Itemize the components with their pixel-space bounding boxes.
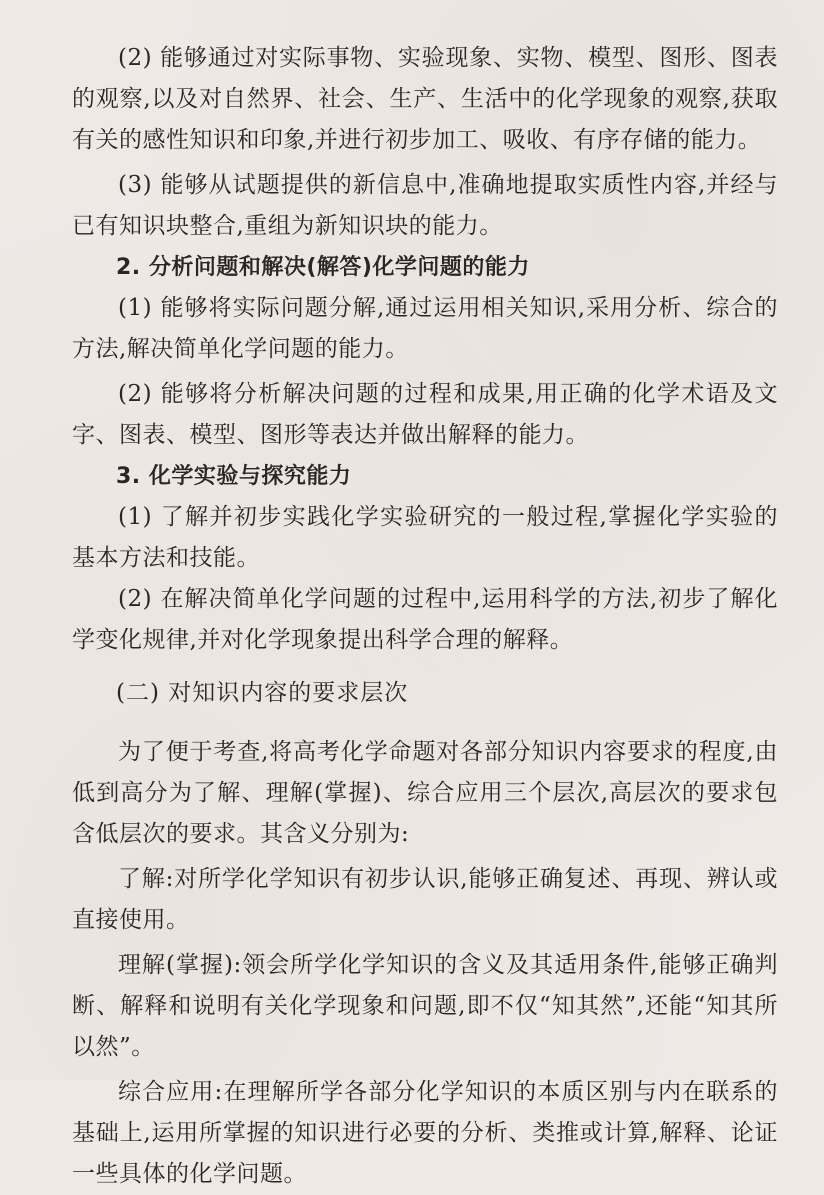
heading-analysis-ability: 2. 分析问题和解决(解答)化学问题的能力 bbox=[116, 255, 530, 280]
paragraph-observation-ability: (2) 能够通过对实际事物、实验现象、实物、模型、图形、图表的观察,以及对自然界、社会、生产、生活中的化学现象的观察,获取有关的感性知识和印象,并进行初步加工、吸收、有序存储的能力。 bbox=[72, 45, 778, 153]
paragraph-express-results: (2) 能够将分析解决问题的过程和成果,用正确的化学术语及文字、图表、模型、图形等表达并做出解释的能力。 bbox=[72, 381, 778, 448]
paragraph-decompose-problem: (1) 能够将实际问题分解,通过运用相关知识,采用分析、综合的方法,解决简单化学问题的能力。 bbox=[72, 295, 778, 362]
paragraph-scientific-method: (2) 在解决简单化学问题的过程中,运用科学的方法,初步了解化学变化规律,并对化学现象提出科学合理的解释。 bbox=[72, 586, 778, 653]
section-heading-requirement-levels: (二) 对知识内容的要求层次 bbox=[116, 680, 409, 706]
paragraph-experiment-process: (1) 了解并初步实践化学实验研究的一般过程,掌握化学实验的基本方法和技能。 bbox=[72, 504, 778, 571]
paragraph-information-ability: (3) 能够从试题提供的新信息中,准确地提取实质性内容,并经与已有知识块整合,重组为新知识块的能力。 bbox=[72, 172, 778, 239]
paragraph-levels-intro: 为了便于考查,将高考化学命题对各部分知识内容要求的程度,由低到高分为了解、理解(掌握)、综合应用三个层次,高层次的要求包含低层次的要求。其含义分别为: bbox=[72, 739, 778, 847]
paragraph-comprehend-definition: 理解(掌握):领会所学化学知识的含义及其适用条件,能够正确判断、解释和说明有关化学现象和问题,即不仅“知其然”,还能“知其所以然”。 bbox=[72, 952, 778, 1060]
paragraph-understand-definition: 了解:对所学化学知识有初步认识,能够正确复述、再现、辨认或直接使用。 bbox=[72, 866, 778, 933]
paragraph-apply-definition: 综合应用:在理解所学各部分化学知识的本质区别与内在联系的基础上,运用所掌握的知识进行必要的分析、类推或计算,解释、论证一些具体的化学问题。 bbox=[72, 1079, 778, 1187]
heading-experiment-ability: 3. 化学实验与探究能力 bbox=[116, 464, 352, 489]
